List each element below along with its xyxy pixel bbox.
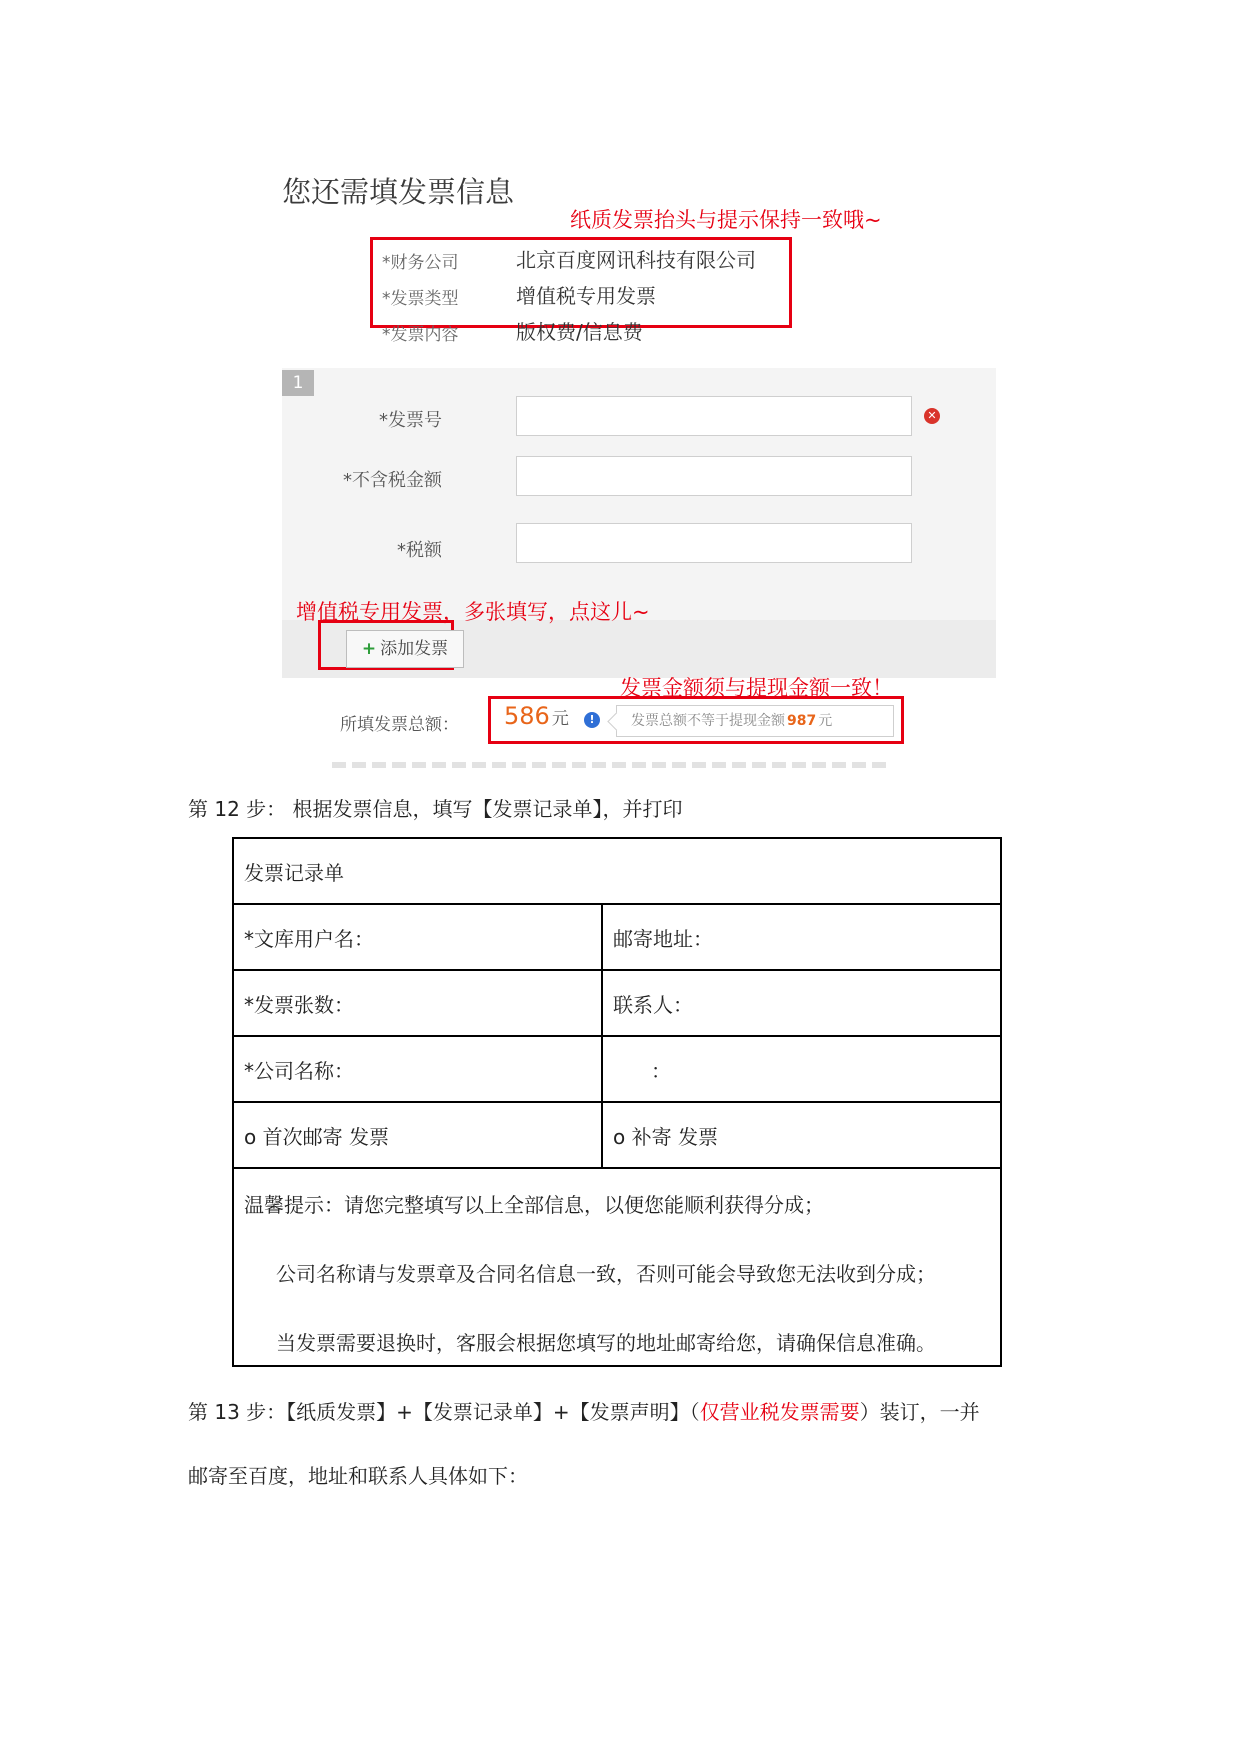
table-cell: *发票张数： (233, 970, 602, 1036)
table-cell: 联系人： (602, 970, 1001, 1036)
info-label: *发票类型 (382, 289, 459, 309)
panel-number-badge: 1 (282, 370, 314, 396)
invoice-number-input[interactable] (516, 396, 912, 436)
step-13-prefix: 第 13 步：【纸质发票】+【发票记录单】+【发票声明】（ (188, 1400, 700, 1424)
info-label: *发票内容 (382, 325, 459, 345)
note-line: 公司名称请与发票章及合同名信息一致，否则可能会导致您无法收到分成； (276, 1261, 936, 1286)
figure-title: 您还需填发票信息 (282, 175, 515, 209)
table-cell: *文库用户名： (233, 904, 602, 970)
table-cell: *公司名称： (233, 1036, 602, 1102)
table-cell: o 补寄 发票 (602, 1102, 1001, 1168)
step-13-line-2: 邮寄至百度，地址和联系人具体如下： (188, 1464, 528, 1488)
pretax-amount-input[interactable] (516, 456, 912, 496)
table-row (233, 1036, 1001, 1102)
step-12-text: 第 12 步： 根据发票信息，填写【发票记录单】，并打印 (188, 797, 683, 821)
add-hint-annotation: 增值税专用发票，多张填写，点这儿~ (296, 600, 650, 624)
record-title: 发票记录单 (233, 838, 1001, 904)
table-cell: ： (602, 1036, 1001, 1102)
amount-hint-annotation: 发票金额须与提现金额一致！ (620, 676, 893, 700)
notes-cell (233, 1168, 1001, 1366)
table-row (233, 904, 1001, 970)
cropped-text-line (332, 762, 892, 768)
table-cell: o 首次邮寄 发票 (233, 1102, 602, 1168)
table-row (233, 838, 1001, 904)
table-row (233, 1168, 1001, 1366)
table-row (233, 970, 1001, 1036)
tip-unit: 元 (818, 713, 833, 729)
step-13-text (188, 1396, 980, 1425)
add-invoice-button[interactable] (346, 630, 464, 668)
info-value: 增值税专用发票 (516, 284, 656, 308)
invoice-number-label: *发票号 (379, 410, 442, 431)
info-icon: ! (584, 712, 600, 728)
total-label: 所填发票总额： (340, 715, 459, 735)
add-invoice-label: 添加发票 (380, 639, 449, 659)
amount-mismatch-tooltip (616, 705, 894, 737)
tax-amount-label: *税额 (397, 540, 442, 561)
step-13-highlight: 仅营业税发票需要 (699, 1400, 860, 1424)
total-amount-unit: 元 (551, 709, 569, 729)
tip-amount: 987 (787, 713, 817, 729)
close-circle-icon: ✕ (924, 408, 940, 424)
invoice-form-screenshot (282, 150, 996, 775)
info-value: 版权费/信息费 (516, 320, 643, 344)
table-cell: 邮寄地址： (602, 904, 1001, 970)
invoice-record-table (232, 837, 1002, 1367)
tax-amount-input[interactable] (516, 523, 912, 563)
total-amount-value: 586 (504, 702, 550, 730)
pretax-amount-label: *不含税金额 (343, 470, 442, 491)
plus-icon: + (361, 639, 377, 659)
step-13-suffix: ）装订，一并 (859, 1400, 980, 1424)
total-amount (504, 702, 569, 730)
note-line: 温馨提示：请您完整填写以上全部信息，以便您能顺利获得分成； (244, 1192, 824, 1217)
table-row (233, 1102, 1001, 1168)
info-value: 北京百度网讯科技有限公司 (516, 248, 756, 272)
header-hint-annotation: 纸质发票抬头与提示保持一致哦~ (570, 208, 882, 232)
tip-text: 发票总额不等于提现金额 (631, 713, 785, 729)
note-line: 当发票需要退换时，客服会根据您填写的地址邮寄给您，请确保信息准确。 (276, 1330, 936, 1355)
info-label: *财务公司 (382, 253, 459, 273)
